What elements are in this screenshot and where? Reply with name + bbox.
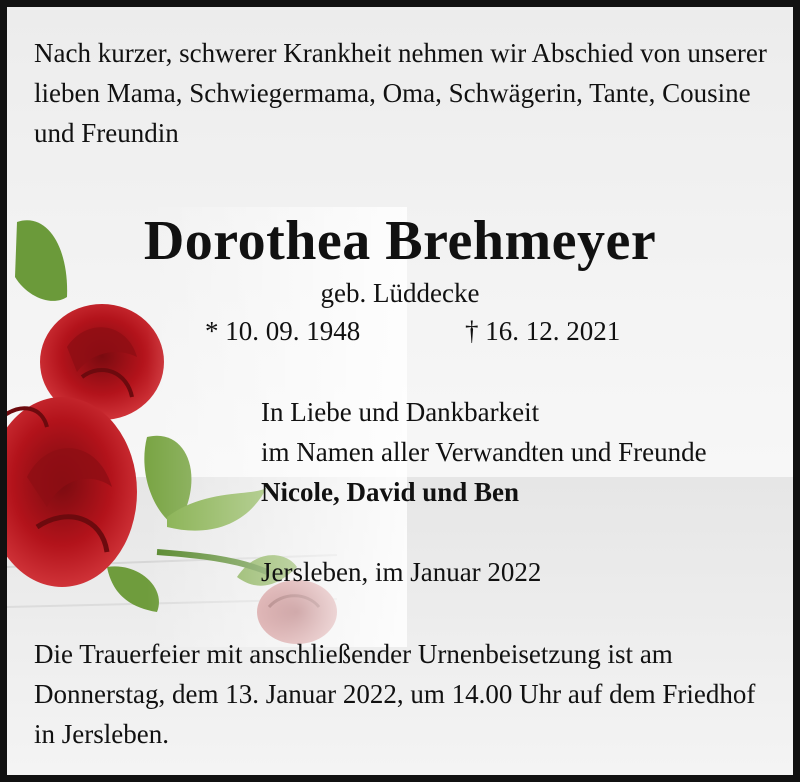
birth-name: geb. Lüddecke — [320, 278, 480, 308]
intro-text: Nach kurzer, schwerer Krankheit nehmen wir Abschied von unserer lieben Mama, Schwiegermama, Oma, Schwägerin, Tante, Cousine und Freundin — [34, 38, 767, 148]
closing-line-1: In Liebe und Dankbarkeit — [261, 397, 540, 427]
deceased-name: Dorothea Brehmeyer — [143, 210, 657, 272]
closing-line-2: im Namen aller Verwandten und Freunde — [261, 437, 707, 467]
funeral-info: Die Trauerfeier mit anschließender Urnenbeisetzung ist am Donnerstag, dem 13. Januar 2022, um 14.00 Uhr auf dem Friedhof in Jersleben. — [34, 639, 756, 749]
place-date: Jersleben, im Januar 2022 — [261, 557, 542, 587]
closing-text — [261, 392, 707, 472]
signers: Nicole, David und Ben — [261, 477, 520, 507]
death-date: † 16. 12. 2021 — [465, 316, 621, 346]
birth-date: * 10. 09. 1948 — [205, 316, 361, 346]
